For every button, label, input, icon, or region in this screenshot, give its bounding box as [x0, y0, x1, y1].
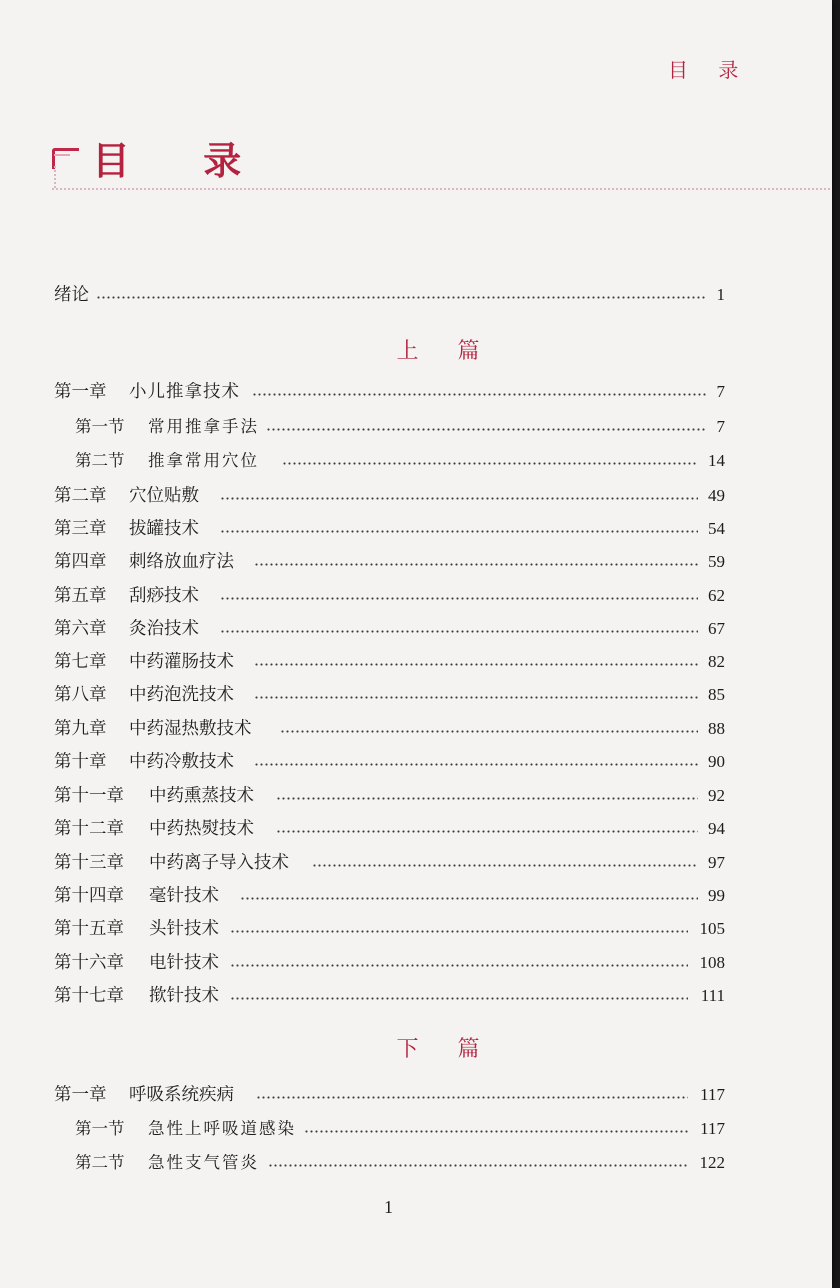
toc-entry-page: 67: [708, 619, 725, 638]
toc-entry-section[interactable]: [0, 1114, 832, 1144]
toc-entry-page: 108: [699, 953, 725, 972]
toc-entry-page: 49: [708, 486, 725, 505]
leader-dots: [96, 296, 706, 299]
toc-entry-title: 中药湿热敷技术: [129, 719, 252, 739]
toc-entry-title: 拔罐技术: [129, 519, 199, 539]
toc-entry-page: 105: [699, 919, 725, 938]
toc-entry-page: 122: [699, 1153, 725, 1172]
toc-entry-label: 第十一章: [54, 786, 124, 806]
toc-entry-page: 90: [708, 752, 725, 771]
leader-dots: [254, 663, 698, 666]
toc-entry-page: 99: [708, 886, 725, 905]
toc-entry-title: 急性上呼吸道感染: [148, 1119, 296, 1138]
toc-entry-title: 中药泡洗技术: [129, 685, 234, 705]
toc-entry-title: 绪论: [54, 285, 89, 305]
toc-entry-title: 常用推拿手法: [148, 417, 259, 436]
toc-entry-chapter[interactable]: [0, 614, 832, 644]
toc-entry-page: 7: [716, 382, 725, 401]
toc-entry-chapter[interactable]: [0, 680, 832, 710]
leader-dots: [254, 763, 698, 766]
leader-dots: [304, 1130, 688, 1133]
leader-dots: [220, 597, 698, 600]
toc-entry-label: 第十四章: [54, 886, 124, 906]
toc-entry-page: 1: [716, 285, 725, 304]
leader-dots: [266, 428, 706, 431]
leader-dots: [252, 393, 706, 396]
toc-entry-chapter[interactable]: [0, 814, 832, 844]
leader-dots: [256, 1096, 688, 1099]
toc-entry-chapter[interactable]: [0, 914, 832, 944]
toc-entry-chapter[interactable]: [0, 547, 832, 577]
toc-entry-page: 111: [700, 986, 725, 1005]
toc-entry-label: 第七章: [54, 652, 107, 672]
toc-entry-page: 92: [708, 786, 725, 805]
title-dotted-rule: [52, 188, 832, 190]
toc-entry-chapter[interactable]: [0, 848, 832, 878]
toc-entry-page: 14: [708, 451, 725, 470]
leader-dots: [230, 930, 688, 933]
toc-entry-page: 117: [700, 1119, 725, 1138]
page-number: 1: [384, 1197, 393, 1217]
toc-entry-page: 117: [700, 1085, 725, 1104]
toc-entry-title: 电针技术: [149, 953, 219, 973]
title-vertical-rule: [54, 166, 56, 188]
toc-entry-page: 82: [708, 652, 725, 671]
toc-entry-title: 灸治技术: [129, 619, 199, 639]
toc-entry-title: 毫针技术: [149, 886, 219, 906]
toc-entry-label: 第四章: [54, 552, 107, 572]
toc-entry-page: 59: [708, 552, 725, 571]
toc-entry-page: 88: [708, 719, 725, 738]
toc-entry-section[interactable]: [0, 446, 832, 476]
toc-entry-title: 中药离子导入技术: [149, 853, 289, 873]
toc-entry-chapter[interactable]: [0, 747, 832, 777]
leader-dots: [280, 730, 698, 733]
title-block: [52, 130, 832, 200]
toc-entry-label: 第十五章: [54, 919, 124, 939]
page-title: 目 录: [92, 138, 272, 183]
toc-entry-chapter[interactable]: [0, 377, 832, 407]
toc-entry-label: 第九章: [54, 719, 107, 739]
toc-entry-title: 中药熏蒸技术: [149, 786, 254, 806]
toc-entry-intro[interactable]: [0, 280, 832, 310]
toc-entry-label: 第十章: [54, 752, 107, 772]
toc-entry-title: 推拿常用穴位: [148, 451, 259, 470]
toc-entry-title: 中药热熨技术: [149, 819, 254, 839]
toc-entry-label: 第二章: [54, 486, 107, 506]
leader-dots: [276, 797, 698, 800]
leader-dots: [240, 897, 698, 900]
toc-entry-label: 第一章: [54, 382, 107, 402]
leader-dots: [282, 462, 698, 465]
toc-entry-chapter[interactable]: [0, 881, 832, 911]
toc-entry-label: 第三章: [54, 519, 107, 539]
toc-entry-title: 刮痧技术: [129, 586, 199, 606]
toc-entry-chapter[interactable]: [0, 1080, 832, 1110]
leader-dots: [312, 864, 698, 867]
leader-dots: [254, 563, 698, 566]
toc-entry-page: 94: [708, 819, 725, 838]
leader-dots: [220, 630, 698, 633]
toc-entry-chapter[interactable]: [0, 981, 832, 1011]
toc-entry-title: 穴位贴敷: [129, 486, 199, 506]
toc-entry-page: 85: [708, 685, 725, 704]
toc-entry-label: 第十六章: [54, 953, 124, 973]
toc-entry-title: 头针技术: [149, 919, 219, 939]
toc-entry-label: 第八章: [54, 685, 107, 705]
toc-entry-title: 小儿推拿技术: [129, 382, 240, 402]
toc-entry-page: 54: [708, 519, 725, 538]
part-heading-lower: 下 篇: [396, 1037, 496, 1062]
toc-entry-label: 第二节: [75, 451, 125, 470]
toc-entry-title: 急性支气管炎: [148, 1153, 259, 1172]
title-corner-ornament: [52, 148, 79, 169]
toc-entry-chapter[interactable]: [0, 714, 832, 744]
toc-entry-title: 刺络放血疗法: [129, 552, 234, 572]
toc-entry-label: 第一节: [75, 1119, 125, 1138]
toc-entry-label: 第十七章: [54, 986, 124, 1006]
toc-entry-label: 第二节: [75, 1153, 125, 1172]
leader-dots: [276, 830, 698, 833]
toc-entry-title: 呼吸系统疾病: [129, 1085, 234, 1105]
toc-entry-chapter[interactable]: [0, 948, 832, 978]
toc-entry-chapter[interactable]: [0, 481, 832, 511]
part-heading-upper: 上 篇: [396, 339, 496, 364]
toc-entry-chapter[interactable]: [0, 647, 832, 677]
toc-entry-chapter[interactable]: [0, 514, 832, 544]
toc-entry-chapter[interactable]: [0, 781, 832, 811]
toc-entry-label: 第六章: [54, 619, 107, 639]
leader-dots: [220, 497, 698, 500]
toc-entry-page: 7: [716, 417, 725, 436]
toc-entry-label: 第五章: [54, 586, 107, 606]
toc-entry-label: 第一节: [75, 417, 125, 436]
leader-dots: [220, 530, 698, 533]
toc-entry-page: 62: [708, 586, 725, 605]
leader-dots: [268, 1164, 688, 1167]
toc-entry-title: 中药冷敷技术: [129, 752, 234, 772]
toc-entry-title: 揿针技术: [149, 986, 219, 1006]
toc-entry-title: 中药灌肠技术: [129, 652, 234, 672]
toc-entry-section[interactable]: [0, 412, 832, 442]
toc-entry-label: 第一章: [54, 1085, 107, 1105]
toc-entry-section[interactable]: [0, 1148, 832, 1178]
leader-dots: [254, 696, 698, 699]
toc-entry-label: 第十二章: [54, 819, 124, 839]
toc-entry-page: 97: [708, 853, 725, 872]
toc-entry-chapter[interactable]: [0, 581, 832, 611]
leader-dots: [230, 964, 688, 967]
toc-entry-label: 第十三章: [54, 853, 124, 873]
leader-dots: [230, 997, 688, 1000]
title-corner-accent: [54, 154, 70, 156]
running-head: 目 录: [668, 58, 751, 82]
